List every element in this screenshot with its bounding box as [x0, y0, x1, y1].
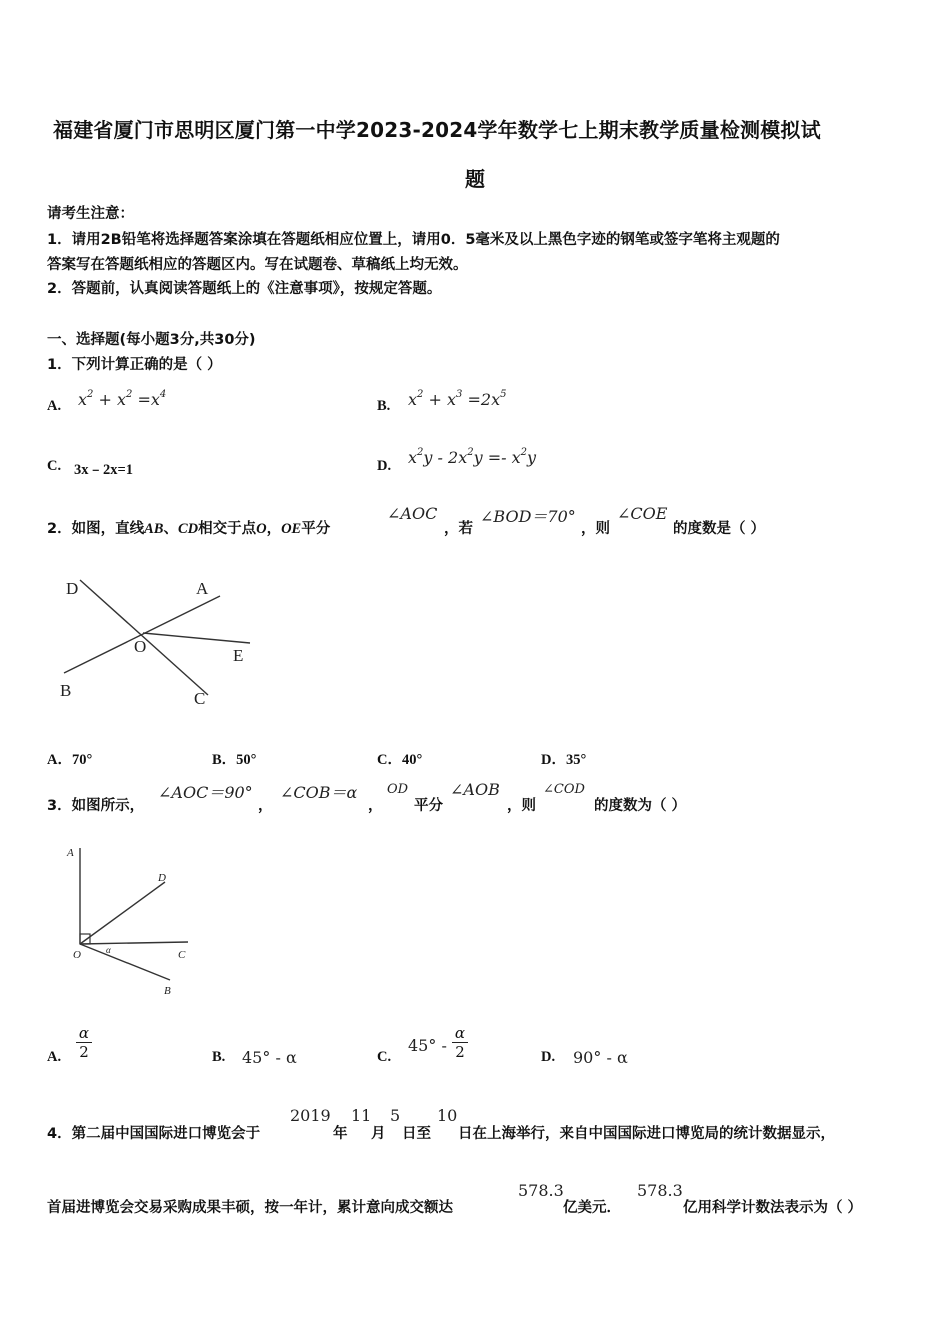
label-b: B	[60, 681, 72, 700]
ray-oe	[143, 633, 250, 643]
q4-amount-2: 578.3	[637, 1181, 683, 1200]
label-o: O	[134, 637, 147, 656]
q1-option-b-label: B.	[377, 398, 391, 414]
q2-option-a: A．70°	[47, 752, 93, 768]
q3-option-a-label: A.	[47, 1049, 62, 1065]
q3-angle-aob: ∠AOB	[450, 780, 500, 799]
label-a: A	[196, 579, 209, 598]
notice-item-1a: 1．请用2B铅笔将选择题答案涂填在答题纸相应位置上，请用0．5毫米及以上黑色字迹的钢笔或签字笔将主观题的	[47, 232, 780, 248]
q2-figure	[50, 570, 270, 720]
q3-comma-1: ，	[258, 798, 273, 814]
q4-text-year: 年	[333, 1126, 348, 1142]
q3-angle-cob: ∠COB＝α	[280, 783, 358, 802]
notice-item-2: 2．答题前，认真阅读答题纸上的《注意事项》，按规定答题。	[47, 281, 442, 297]
q1-option-c-label: C.	[47, 458, 62, 474]
notice-heading: 请考生注意：	[47, 206, 134, 222]
label-alpha: α	[106, 945, 111, 955]
q3-option-b-label: B.	[212, 1049, 226, 1065]
q2-angle-coe: ∠COE	[617, 504, 668, 523]
ray-oc	[80, 942, 188, 944]
label-e: E	[233, 646, 244, 665]
q2-stem: 2．如图，直线AB、CD相交于点O，OE平分	[47, 521, 331, 537]
q2-text-end: 的度数是（ ）	[673, 521, 766, 537]
q3-text-bisect: 平分	[414, 798, 443, 814]
q1-option-b-formula: $x^2 + x^3 =2x^5$	[408, 389, 507, 409]
q4-text-2: 日在上海举行，来自中国国际进口博览局的统计数据显示，	[458, 1126, 835, 1142]
q3-comma-2: ，	[368, 798, 383, 814]
page-title-continued: 题	[465, 167, 486, 191]
q3-option-d-formula: 90° - α	[573, 1048, 628, 1067]
q4-text-5: 亿用科学计数法表示为（ ）	[683, 1200, 863, 1216]
q3-option-c-fraction: $\frac{\alpha}{2}$	[452, 1024, 468, 1061]
label-o: O	[73, 949, 81, 961]
q2-angle-aoc: ∠AOC	[387, 504, 438, 523]
q4-day-start: 5	[390, 1106, 401, 1125]
line-ba	[64, 596, 220, 673]
ray-od	[80, 882, 165, 944]
q3-text-end: 的度数为（ ）	[594, 798, 687, 814]
q3-option-c-formula: 45° -	[408, 1036, 447, 1055]
q3-text-then: ，则	[507, 798, 536, 814]
q2-option-c: C．40°	[377, 752, 423, 768]
q2-angle-bod: ∠BOD＝70°	[480, 507, 576, 526]
section-heading: 一、选择题(每小题3分,共30分)	[47, 332, 256, 348]
q3-angle-cod: ∠COD	[543, 782, 585, 797]
q1-option-a-formula: $x^2 + x^2 =x^4$	[78, 389, 167, 409]
q2-text-then: ，则	[581, 521, 610, 537]
q3-angle-aoc: ∠AOC＝90°	[158, 783, 253, 802]
q3-stem-start: 3．如图所示，	[47, 798, 145, 814]
q4-amount-1: 578.3	[518, 1181, 564, 1200]
q1-stem: 1．下列计算正确的是（ ）	[47, 357, 222, 373]
label-c: C	[178, 949, 186, 961]
label-d: D	[66, 579, 79, 598]
q1-option-d-formula: $x^2y - 2x^2y =- x^2y$	[408, 447, 537, 467]
q4-text-3: 首届进博览会交易采购成果丰硕，按一年计，累计意向成交额达	[47, 1200, 453, 1216]
q2-option-b: B．50°	[212, 752, 257, 768]
q3-option-b-formula: 45° - α	[242, 1048, 297, 1067]
q1-option-d-label: D.	[377, 458, 392, 474]
q3-option-a-fraction: $\frac{\alpha}{2}$	[76, 1024, 92, 1061]
label-c: C	[194, 689, 206, 708]
label-a: A	[67, 847, 74, 859]
q2-text-if: ，若	[444, 521, 473, 537]
ray-ob	[80, 944, 170, 980]
label-d: D	[158, 872, 166, 884]
q1-option-a-label: A.	[47, 398, 62, 414]
q1-option-c-text: 3x﹣2x=1	[74, 462, 134, 478]
q4-text-month: 月	[371, 1126, 386, 1142]
q4-text-to: 日至	[402, 1126, 431, 1142]
q4-month: 11	[351, 1106, 372, 1125]
q3-figure	[55, 840, 205, 1005]
q3-option-c-label: C.	[377, 1049, 392, 1065]
q4-year: 2019	[290, 1106, 331, 1125]
q2-option-d: D．35°	[541, 752, 587, 768]
q3-option-d-label: D.	[541, 1049, 556, 1065]
q4-day-end: 10	[437, 1106, 458, 1125]
q4-text-1: 4．第二届中国国际进口博览会于	[47, 1126, 261, 1142]
page-title: 福建省厦门市思明区厦门第一中学2023-2024学年数学七上期末教学质量检测模拟试	[53, 118, 821, 142]
q4-text-4: 亿美元．	[563, 1200, 621, 1216]
label-b: B	[164, 985, 171, 997]
notice-item-1b: 答案写在答题纸相应的答题区内。写在试题卷、草稿纸上均无效。	[47, 257, 468, 273]
q3-od: OD	[387, 782, 409, 797]
